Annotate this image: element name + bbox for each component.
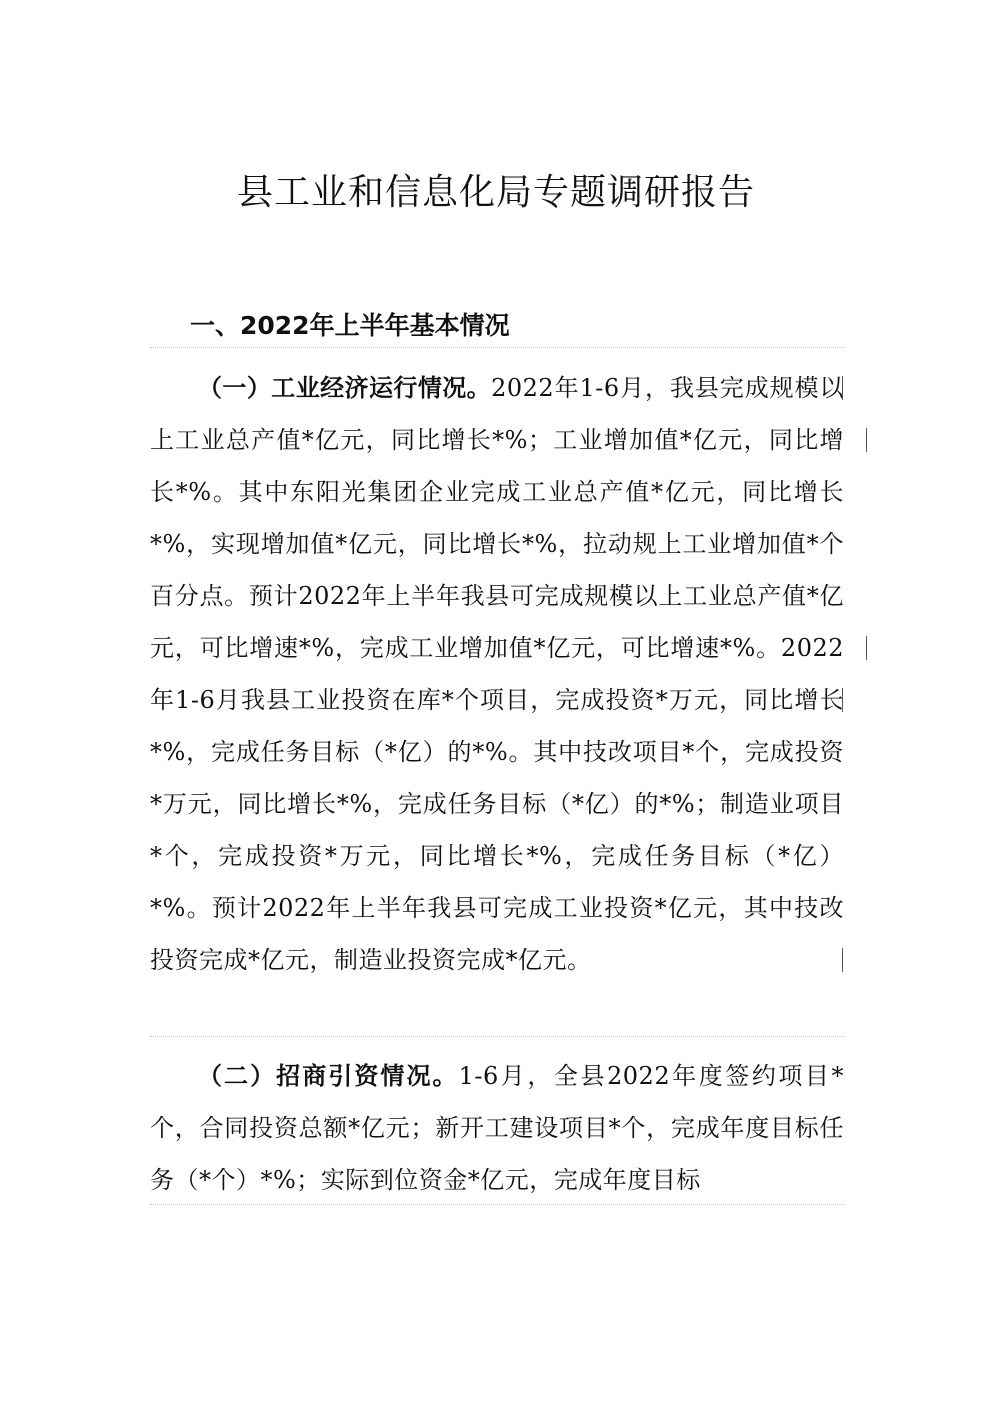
paragraph-body: 2022年1-6月，我县完成规模以上工业总产值*亿元，同比增长*%；工业增加值*亿元，同比增长*%。其中东阳光集团企业完成工业总产值*亿元，同比增长*%，实现增加值*亿元，同比增长*%，拉动规上工业增加值*个百分点。预计2022年上半年我县可完成规模以上工业总产值*亿元，可比增速*%，完成工业增加值*亿元，可比增速*%。2022年1-6月我县工业投资在库*个项目，完成投资*万元，同比增长*%，完成任务目标（*亿）的*%。其中技改项目*个，完成投资*万元，同比增长*%，完成任务目标（*亿）的*%；制造业项目*个，完成投资*万元，同比增长*%，完成任务目标（*亿）*%。预计2022年上半年我县可完成工业投资*亿元，其中技改投资完成*亿元，制造业投资完成*亿元。 (150, 374, 845, 974)
margin-mark (866, 428, 867, 452)
paragraph-industrial-economy (150, 362, 844, 986)
paragraph-separator (150, 1204, 844, 1205)
paragraph-separator (150, 1036, 844, 1037)
margin-mark (842, 376, 843, 400)
section-heading: 一、2022年上半年基本情况 (190, 311, 510, 340)
paragraph-body: 1-6月，全县2022年度签约项目*个，合同投资总额*亿元；新开工建设项目*个，完成年度目标任务（*个）*%；实际到位资金*亿元，完成年度目标 (150, 1062, 844, 1194)
document-title: 县工业和信息化局专题调研报告 (236, 172, 755, 213)
margin-mark (842, 688, 843, 712)
paragraph-lead: （一）工业经济运行情况。 (198, 374, 492, 402)
margin-mark (866, 636, 867, 660)
paragraph-separator (150, 347, 844, 348)
margin-mark (842, 948, 843, 972)
paragraph-lead: （二）招商引资情况。 (198, 1062, 459, 1090)
paragraph-investment-attraction (150, 1050, 844, 1206)
